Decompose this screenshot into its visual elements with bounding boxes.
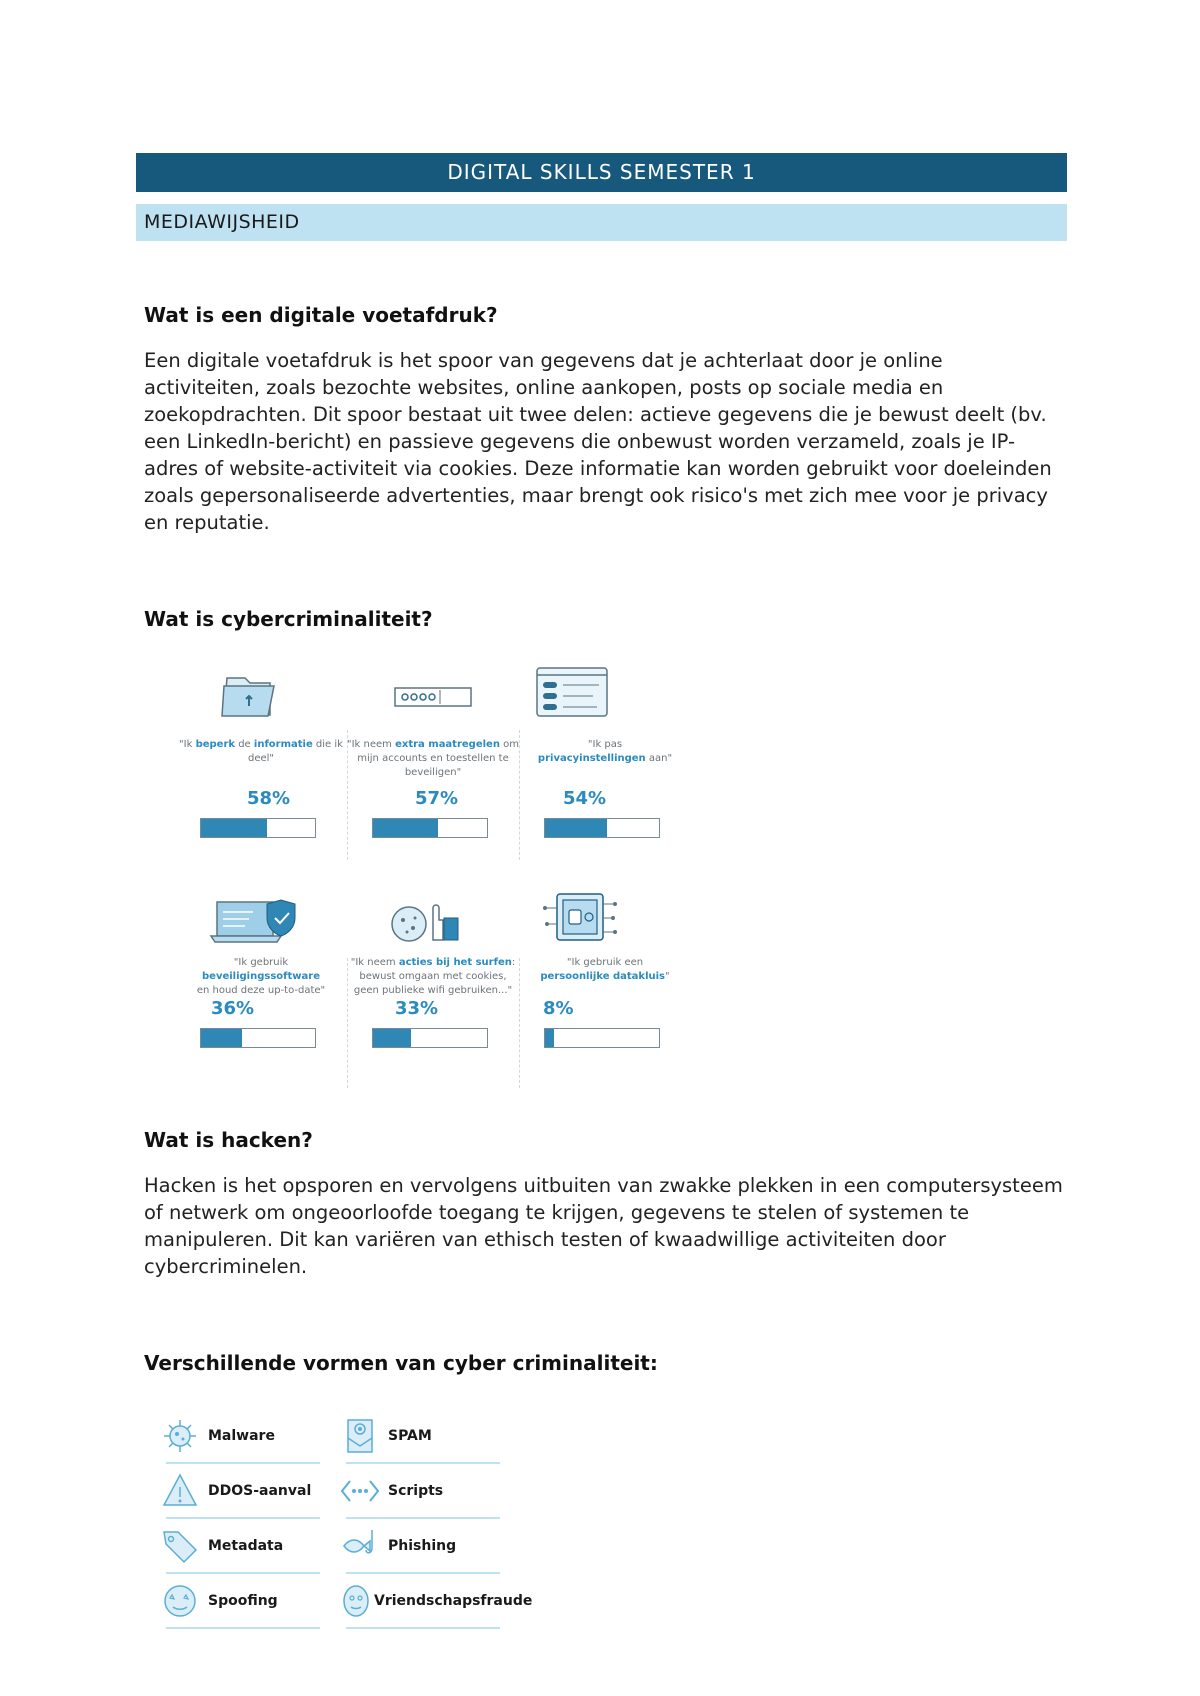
infographic-item xyxy=(519,888,691,1088)
progress-bar-fill xyxy=(545,819,607,837)
document-title: DIGITAL SKILLS SEMESTER 1 xyxy=(136,153,1067,192)
list-item-label: Scripts xyxy=(388,1483,444,1499)
infographic-quote: "Ik gebruik een persoonlijke datakluis" xyxy=(540,957,670,982)
divider xyxy=(166,1462,320,1464)
list-item xyxy=(340,1520,500,1575)
heading-cybercriminaliteit: Wat is cybercriminaliteit? xyxy=(144,607,433,631)
spam-mail-icon xyxy=(340,1416,380,1456)
infographic-quote: "Ik gebruik beveiligingssoftware en houd deze up-to-date" xyxy=(196,957,326,996)
list-item-label: SPAM xyxy=(388,1428,432,1444)
laptop-shield-icon xyxy=(175,888,347,954)
cybercrime-infographic xyxy=(175,660,695,1080)
divider xyxy=(166,1572,320,1574)
list-item-label: Metadata xyxy=(208,1538,284,1554)
progress-bar-fill xyxy=(201,819,267,837)
divider xyxy=(346,1627,500,1629)
infographic-item xyxy=(519,660,691,860)
percentage-label: 33% xyxy=(395,998,439,1019)
list-item-label: Spoofing xyxy=(208,1593,278,1609)
heading-vormen-cybercriminaliteit: Verschillende vormen van cyber criminaliteit: xyxy=(144,1351,658,1375)
progress-bar xyxy=(372,1028,488,1048)
progress-bar-fill xyxy=(545,1029,554,1047)
list-item-label: Phishing xyxy=(388,1538,457,1554)
progress-bar xyxy=(544,1028,660,1048)
infographic-item xyxy=(175,888,347,1088)
infographic-quote: "Ik neem extra maatregelen om mijn accounts en toestellen te beveiligen" xyxy=(347,739,519,778)
list-item-label: Vriendschapsfraude xyxy=(374,1593,533,1609)
mask-face-icon xyxy=(160,1581,200,1621)
infographic-item xyxy=(347,888,519,1088)
progress-bar-fill xyxy=(201,1029,242,1047)
list-item xyxy=(340,1410,500,1465)
virus-icon xyxy=(160,1416,200,1456)
heading-digitale-voetafdruk: Wat is een digitale voetafdruk? xyxy=(144,303,498,327)
divider xyxy=(166,1517,320,1519)
progress-bar xyxy=(200,818,316,838)
divider xyxy=(166,1627,320,1629)
list-item xyxy=(160,1465,320,1520)
data-lock-icon xyxy=(519,888,691,954)
divider xyxy=(346,1517,500,1519)
heading-hacken: Wat is hacken? xyxy=(144,1128,313,1152)
percentage-label: 8% xyxy=(543,998,574,1019)
paragraph-hacken: Hacken is het opsporen en vervolgens uitbuiten van zwakke plekken in een computersysteem of netwerk om ongeoorloofde toegang te krijgen, gegevens te stelen of systemen te manipuleren. Dit kan variëren van ethisch testen of kwaadwillige activiteiten door cybercriminelen. xyxy=(144,1174,1063,1278)
password-field-icon xyxy=(347,660,519,726)
progress-bar xyxy=(544,818,660,838)
warning-triangle-icon xyxy=(160,1471,200,1511)
cookie-thumb-icon xyxy=(347,888,519,954)
progress-bar-fill xyxy=(373,1029,411,1047)
tag-icon xyxy=(160,1526,200,1566)
infographic-quote: "Ik beperk de informatie die ik deel" xyxy=(179,739,343,764)
percentage-label: 36% xyxy=(211,998,255,1019)
list-item-label: Malware xyxy=(208,1428,275,1444)
progress-bar-fill xyxy=(373,819,438,837)
progress-bar xyxy=(200,1028,316,1048)
infographic-quote: "Ik pas privacyinstellingen aan" xyxy=(537,739,673,764)
list-item xyxy=(160,1520,320,1575)
fish-hook-icon xyxy=(340,1526,380,1566)
list-item xyxy=(340,1465,500,1520)
section-title: MEDIAWIJSHEID xyxy=(136,204,1067,241)
list-item xyxy=(160,1410,320,1465)
list-item xyxy=(160,1575,320,1630)
folder-icon xyxy=(175,660,347,726)
divider xyxy=(346,1462,500,1464)
paragraph-digitale-voetafdruk: Een digitale voetafdruk is het spoor van gegevens dat je achterlaat door je online activiteiten, zoals bezochte websites, online aankopen, posts op sociale media en zoekopdrachten. Dit spoor bestaat uit twee delen: actieve gegevens die je bewust deelt (bv. een LinkedIn-bericht) en passieve gegevens die onbewust worden verzameld, zoals je IP-adres of website-activiteit via cookies. Deze informatie kan worden gebruikt voor doeleinden zoals gepersonaliseerde advertenties, maar brengt ook risico's met zich mee voor je privacy en reputatie. xyxy=(144,349,1052,534)
infographic-quote: "Ik neem acties bij het surfen: bewust omgaan met cookies, geen publieke wifi gebruiken..." xyxy=(350,957,516,996)
code-brackets-icon xyxy=(340,1471,380,1511)
infographic-item xyxy=(175,660,347,860)
infographic-item xyxy=(347,660,519,860)
percentage-label: 54% xyxy=(563,788,607,809)
progress-bar xyxy=(372,818,488,838)
percentage-label: 57% xyxy=(415,788,459,809)
percentage-label: 58% xyxy=(247,788,291,809)
cybercrime-forms-list xyxy=(160,1410,533,1640)
list-item xyxy=(340,1575,533,1630)
settings-panel-icon xyxy=(519,660,691,726)
list-item-label: DDOS-aanval xyxy=(208,1483,312,1499)
divider xyxy=(346,1572,500,1574)
